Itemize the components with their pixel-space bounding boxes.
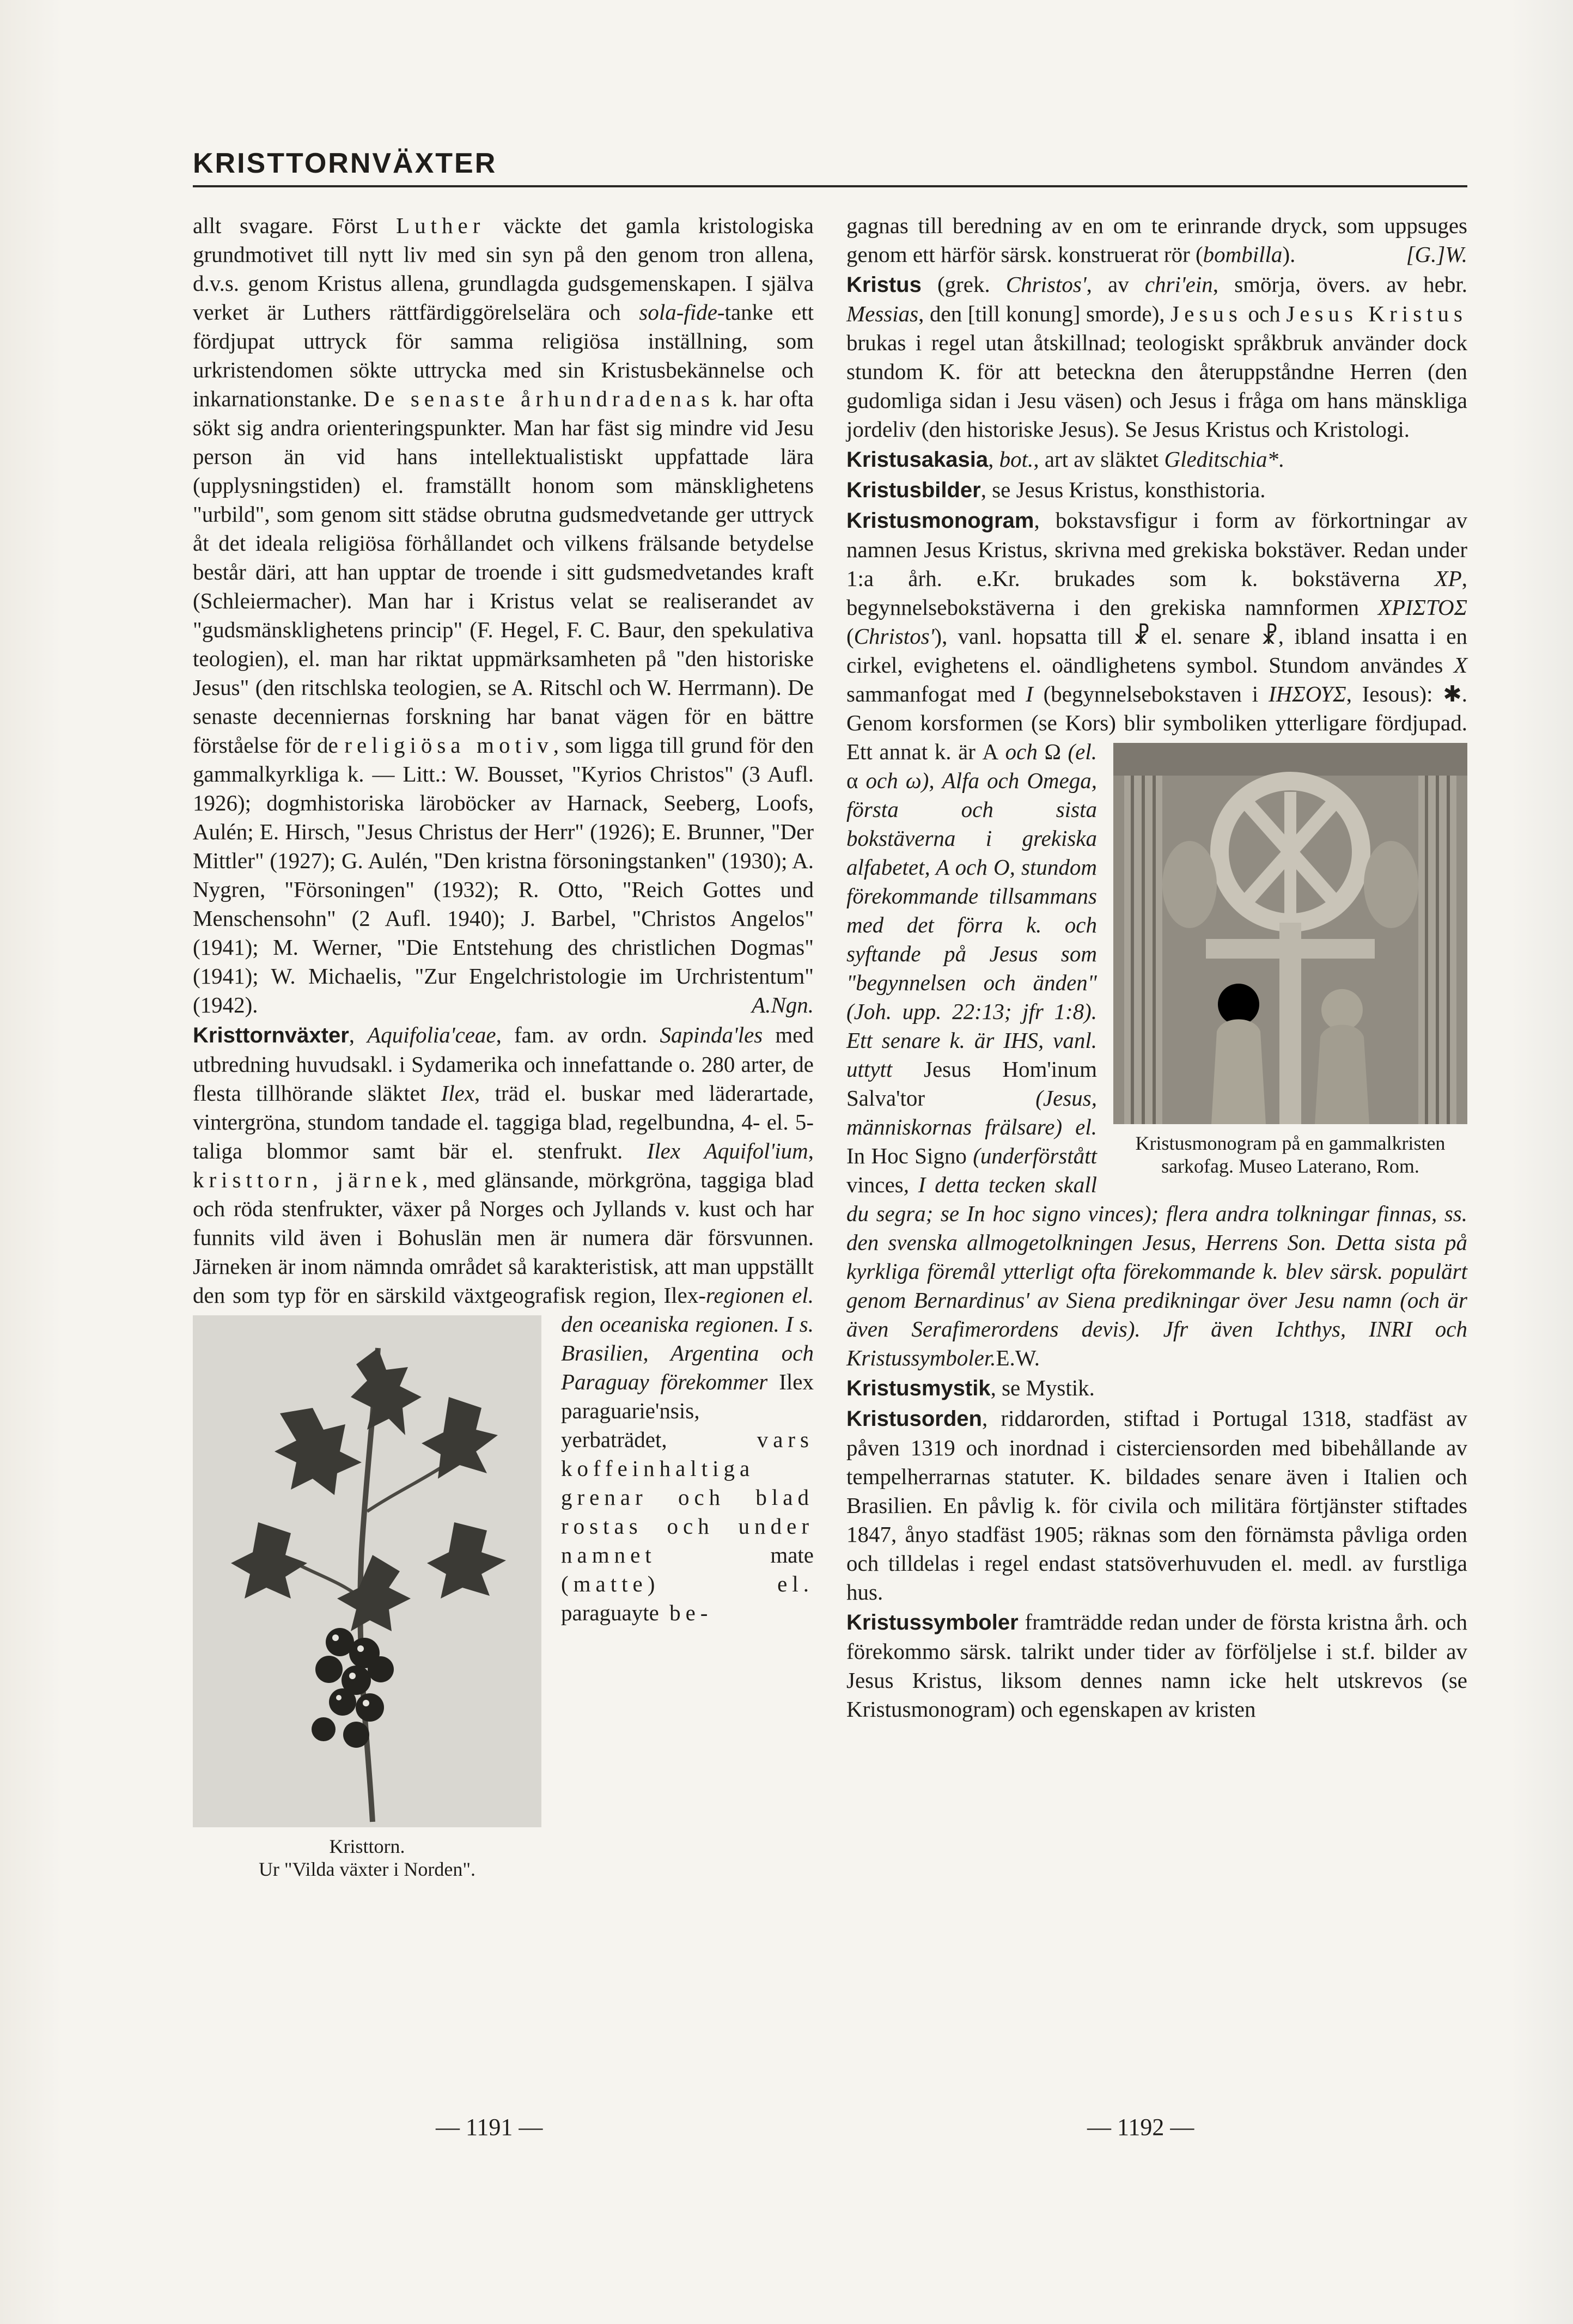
- article-kristusmystik: Kristusmystik, se Mystik.: [846, 1375, 1095, 1400]
- article-kristusorden: Kristusorden, riddarorden, stiftad i Portugal 1318, stadfäst av påven 1319 och inordnad i cisterciensorden med bibehållande av tempelherrarnas statuter. K. bildades senare även i Italien och Brasilien. En påvlig k. för civila och militära förtjänster stiftades 1847, ånyo stadfäst 1905; räknas som den förnämsta påvliga orden och tilldelas i regel endast statsöverhuvuden el. medl. av furstliga hus.: [846, 1406, 1467, 1605]
- holly-caption: Kristtorn. Ur "Vilda växter i Norden".: [258, 1835, 476, 1880]
- sarcophagus-figure: [1113, 743, 1467, 1178]
- article-kristusbilder: Kristusbilder, se Jesus Kristus, konsthistoria.: [846, 477, 1266, 502]
- article-kristologi-end: allt svagare. Först Luther väckte det gamla kristologiska grundmotivet till nytt liv med sin syn på den genom tron allena, d.v.s. genom Kristus allena, grundlagda gudsgemenskapen. I själva verket är Luthers rättfärdiggörelselära och sola-fide-tanke ett fördjupat uttryck för samma religiösa inställning, som urkristendomen sökte uttrycka med sin Kristusbekännelse och inkarnationstanke. De senaste århundradenas k. har ofta sökt sig andra orienteringspunkter. Man har fäst sig mindre vid Jesu person än vid hans intellektualistiskt uppfattade lära (upplysningstiden) el. framställt honom som mänsklighetens "urbild", som genom sitt städse obrutna gudsmedvetande ger uttryck åt det ideala religiösa förhållandet och vilkens frälsande betydelse består däri, att han upptar de troende i sitt gudsmedvetandes kraft (Schleiermacher). Man har i Kristus velat se realiserandet av "gudsmänsklighetens princip" (F. Hegel, F. C. Baur, den spekulativa teologien), el. man har riktat uppmärksamheten på "den historiske Jesus" (den ritschlska teologien, se A. Ritschl och W. Herrmann). De senaste decenniernas forskning har banat vägen för en bättre förståelse för de religiösa motiv, som ligga till grund för den gammalkyrkliga k. — Litt.: W. Bousset, "Kyrios Christos" (3 Aufl. 1926); dogmhistoriska läroböcker av Harnack, Seeberg, Loofs, Aulén; E. Hirsch, "Jesus Christus der Herr" (1926); E. Brunner, "Der Mittler" (1927); G. Aulén, "Den kristna försoningstanken" (1930); A. Nygren, "Försoningen" (1932); R. Otto, "Reich Gottes und Menschensohn" (2 Aufl. 1940); J. Barbel, "Christos Angelos" (1941); M. Werner, "Die Entstehung des christlichen Dogmas" (1941); W. Michaelis, "Zur Engelchristologie im Urchristentum" (1942). A.Ngn.: [193, 213, 814, 1017]
- article-kristtornvaxter-cont: gagnas till beredning av en om te erinrande dryck, som uppsuges genom ett härför särsk. konstruerat rör (bombilla). [G.]W.: [846, 213, 1467, 267]
- article-kristusmonogram: Kristusmonogram, bokstavsfigur i form av förkortningar av namnen Jesus Kristus, skrivna med grekiska bokstäver. Redan under 1:a årh. e.Kr. brukades som k. bokstäverna XP, begynnelsebokstäverna i den grekiska namnformen ΧΡΙΣΤΟΣ (Christos'), vanl. hopsatta till ☧ el. senare ☧, ibland insatta i en cirkel, evighetens el. oändlighetens symbol. Stundom användes X sammanfogat med I (begynnelsebokstaven i ΙΗΣΟΥΣ, Iesous): ✱. Genom korsformen (se Kors) blir symboliken ytterligare fördjupad. Ett annat k. är Kristusmonogram på en gammalkristen sarkofag. Museo Laterano, Rom. A och Ω (el. α och ω), Alfa och Omega, första och sista bokstäverna i grekiska alfabetet, A och O, stundom förekommande tillsammans med det förra k. och syftande på Jesus som "begynnelsen och änden" (Joh. upp. 22:13; jfr 1:8). Ett senare k. är IHS, vanl. uttytt Jesus Hom'inum Salva'tor (Jesus, människornas frälsare) el. In Hoc Signo (underförstått vinces, I detta tecken skall du segra; se In hoc signo vinces); flera andra tolkningar finnas, ss. den svenska allmogetolkningen Jesus, Herrens Son. Detta sista på kyrkliga föremål ytterligt ofta förekommande k. blev särsk. populärt genom Bernardinus' av Siena predikningar över Jesu namn (och är även Serafimerordens devis). Jfr även Ichthys, INRI och Kristussymboler.E.W.: [846, 508, 1467, 1370]
- article-kristussymboler: Kristussymboler framträdde redan under de första kristna årh. och förekommo särsk. talrikt under tider av förföljelse i st.f. bilder av Jesus Kristus, liksom dennes namn icke helt utskrevos (se Kristusmonogram) och egenskapen av kristen: [846, 1609, 1467, 1722]
- page-number-left: — 1191 —: [436, 2114, 543, 2140]
- holly-illustration: [193, 1315, 541, 1827]
- page-number-right: — 1192 —: [1087, 2114, 1194, 2140]
- right-column: [846, 211, 1467, 2079]
- holly-photo: [193, 1315, 541, 1827]
- header-rule: [193, 185, 1467, 187]
- article-kristusakasia: Kristusakasia, bot., art av släktet Gleditschia*.: [846, 447, 1284, 472]
- article-kristus: Kristus (grek. Christos', av chri'ein, smörja, övers. av hebr. Messias, den [till konung] smorde), Jesus och Jesus Kristus brukas i regel utan åtskillnad; teologiskt språkbruk använder dock stundom K. för att beteckna den återuppståndne Herren (den gudomliga sidan i Jesu väsen) och Jesus i fråga om hans mänskliga jordeliv (den historiske Jesus). Se Jesus Kristus och Kristologi.: [846, 272, 1468, 442]
- left-column: [193, 211, 814, 2079]
- chi-rho-relief-illustration: [1113, 743, 1467, 1124]
- sarcophagus-caption: Kristusmonogram på en gammalkristen sarkofag. Museo Laterano, Rom.: [1135, 1132, 1446, 1177]
- page-header: KRISTTORNVÄXTER: [193, 148, 497, 179]
- holly-figure: [193, 1315, 541, 1881]
- article-kristtornvaxter: Kristtornväxter, Aquifolia'ceae, fam. av ordn. Sapinda'les med utbredning huvudsakl. i Sydamerika och innefattande o. 280 arter, de flesta tillhörande släktet Ilex, träd el. buskar med läderartade, vintergröna, stundom tandade el. taggiga blad, regelbundna, 4- el. 5-taliga blommor samt bär el. stenfrukt. Ilex Aquifol'ium, kristtorn, järnek, med glänsande, mörkgröna, taggiga blad och röda stenfrukter, växer på Norges och Jyllands v. kust och har funnits vild även i Bohuslän men är numera där försvunnen. Järneken är inom nämnda området så karakteristisk, att man uppställt den som typ för en särskild växtgeografisk region, Kristtorn. Ur "Vilda växter i Norden". Ilex-regionen el. den oceaniska regionen. I s. Brasilien, Argentina och Paraguay förekommer Ilex paraguarie'nsis, yerbaträdet, vars koffeinhaltiga grenar och blad rostas och under namnet mate (matte) el. paraguayte be-: [193, 1022, 814, 1880]
- sarcophagus-photo: [1113, 743, 1467, 1124]
